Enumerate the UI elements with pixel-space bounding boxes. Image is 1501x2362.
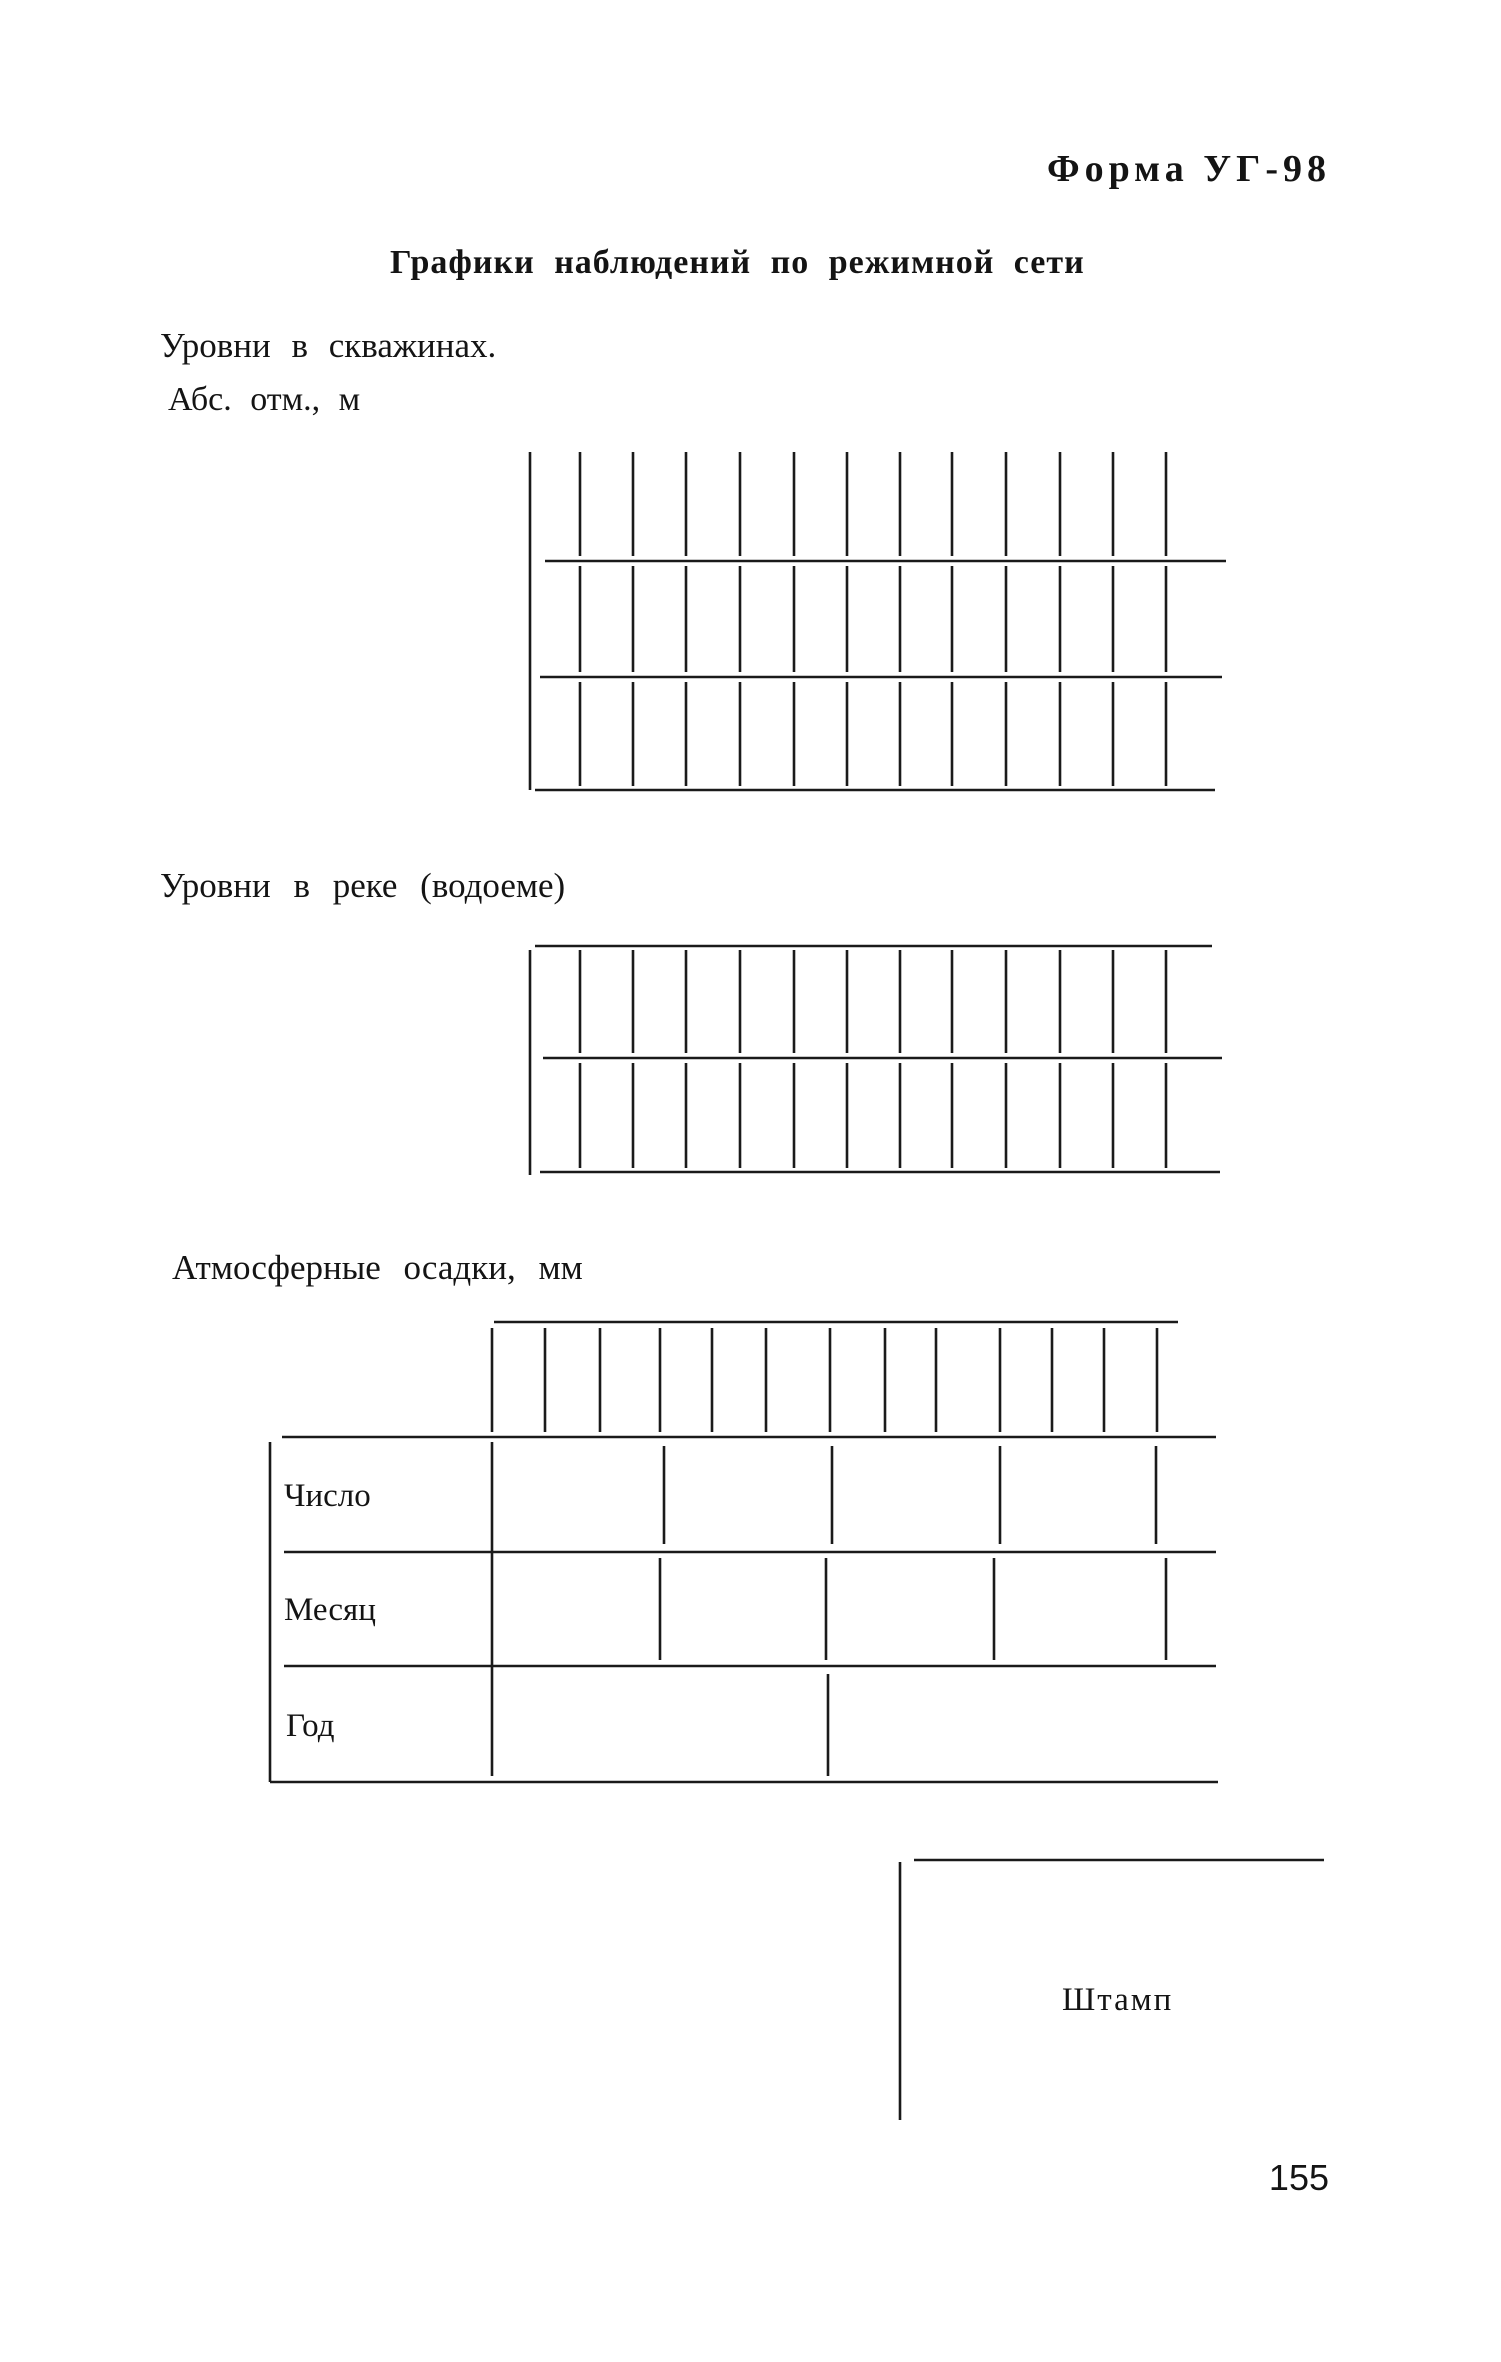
form-code: Форма УГ-98 — [1046, 148, 1331, 190]
stamp-box — [900, 1860, 1324, 2120]
river-section-title: Уровни в реке (водоеме) — [160, 866, 566, 905]
row-label-month: Месяц — [284, 1592, 376, 1628]
wells-unit-label: Абс. отм., м — [168, 381, 361, 418]
stamp-label: Штамп — [1062, 1982, 1174, 2018]
precip-grid — [270, 1322, 1218, 1782]
row-label-year: Год — [286, 1708, 335, 1744]
wells-section-title: Уровни в скважинах. — [160, 326, 497, 365]
page-number: 155 — [1268, 2157, 1329, 2198]
document-title: Графики наблюдений по режимной сети — [390, 244, 1085, 281]
river-grid — [530, 946, 1222, 1175]
precip-section-title: Атмосферные осадки, мм — [172, 1248, 583, 1287]
wells-grid — [530, 452, 1226, 790]
row-label-day: Число — [284, 1478, 371, 1514]
